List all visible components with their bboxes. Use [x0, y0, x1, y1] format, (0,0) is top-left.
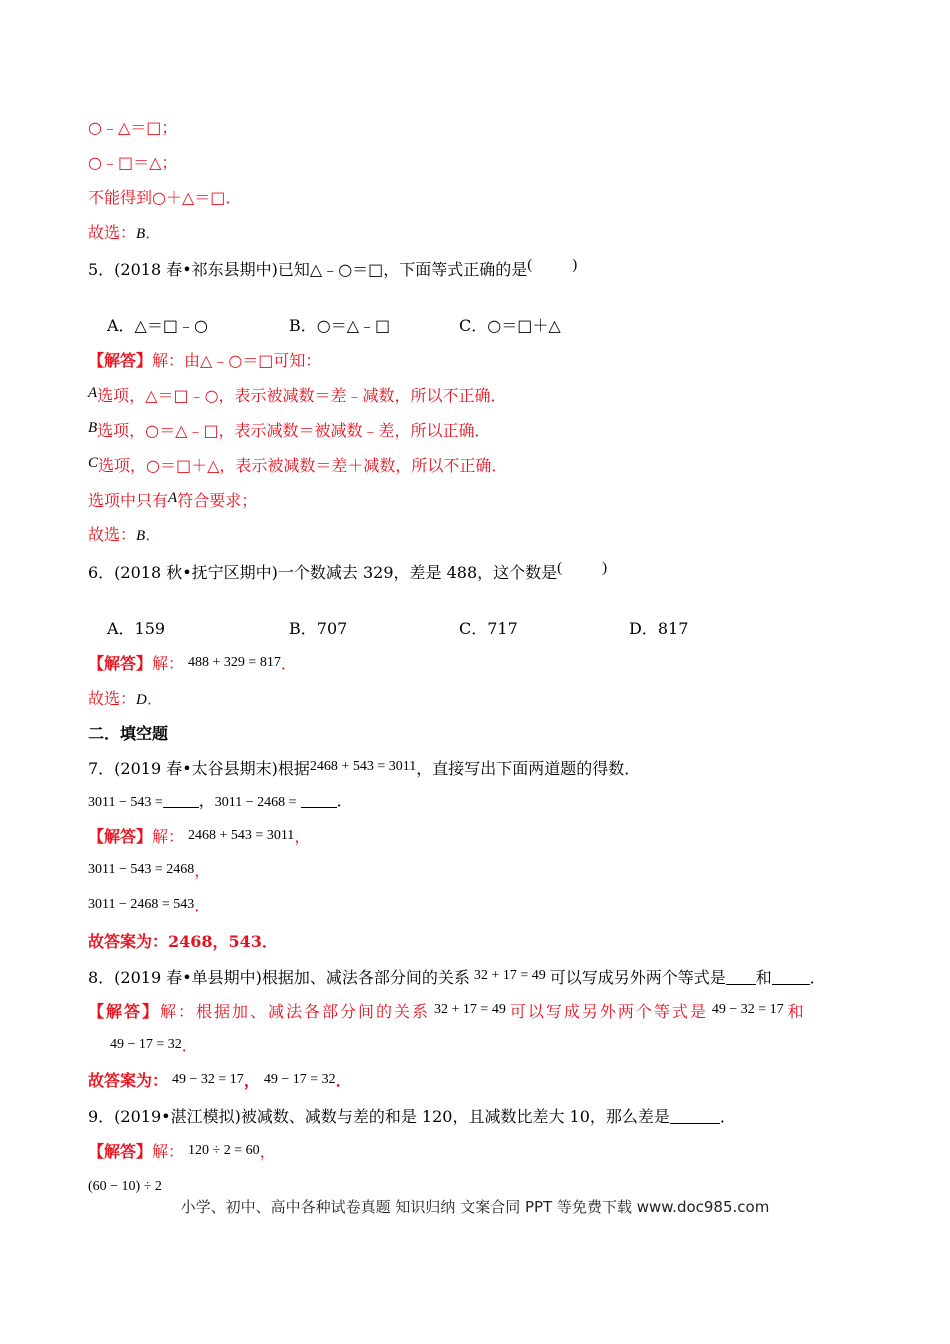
question-5-stem: [88, 259, 577, 282]
q7-final-answer: 故答案为：2468，543．: [88, 932, 278, 951]
text: ，: [198, 791, 215, 810]
q6-option-d: D．817: [629, 619, 689, 638]
answer-math: 3011 − 2468 = 543: [88, 897, 195, 912]
option-letter: A: [168, 490, 178, 506]
q5-analysis-c: [88, 455, 507, 478]
solution-line-3: 不能得到○＋△＝□．: [88, 188, 242, 207]
answer-parens: ( ): [557, 560, 608, 576]
option-letter: C: [88, 455, 99, 471]
text: 可以写成另外两个等式是: [509, 1002, 708, 1021]
choice-letter: B: [136, 226, 146, 242]
analysis-text: 选项，△＝□﹣○，表示被减数＝差﹣减数，所以不正确．: [97, 386, 507, 405]
answer-math: (60 − 10) ÷ 2: [88, 1179, 162, 1194]
q6-option-a: A．159: [107, 619, 166, 638]
q9-answer-line-2: [88, 1174, 162, 1198]
q5-option-a: A．△＝□﹣○: [107, 316, 208, 335]
answer-intro-text: 解：: [152, 1142, 185, 1161]
text: ，: [243, 1071, 260, 1090]
text: 可以写成另外两个等式是: [549, 968, 726, 987]
text: 解：根据加、减法各部分间的关系: [160, 1002, 431, 1021]
question-6-stem: [88, 562, 607, 585]
text: ．: [336, 791, 353, 810]
q5-option-c: C．○＝□＋△: [459, 316, 561, 335]
choice-label: 故选：: [88, 223, 137, 242]
question-7-blanks: [88, 790, 353, 814]
text: 选项中只有: [88, 491, 169, 510]
blank-2: [772, 968, 810, 985]
answer-intro-text: 解：: [152, 654, 185, 673]
q5-analysis-b: [88, 420, 491, 443]
text: ．: [335, 1071, 352, 1090]
answer-intro-text: 解：由△﹣○＝□可知：: [152, 351, 322, 370]
stem-math: 2468 + 543 = 3011: [309, 759, 417, 774]
text: 符合要求；: [177, 491, 258, 510]
answer-parens: ( ): [527, 257, 578, 273]
solution-line-2: ○﹣□＝△；: [88, 153, 178, 172]
q8-answer-line-2: [110, 1035, 198, 1059]
text: ．: [809, 968, 826, 987]
text: ．: [719, 1107, 736, 1126]
question-9-stem: [88, 1106, 736, 1128]
answer-tag: 【解答】: [88, 827, 153, 846]
text: ，: [294, 827, 311, 846]
q6-option-c: C．717: [459, 619, 518, 638]
answer-tag: 【解答】: [88, 351, 153, 370]
text: ．: [181, 1036, 198, 1055]
question-6-text: 6．(2018 秋•抚宁区期中)一个数减去 329，差是 488，这个数是: [88, 563, 558, 582]
option-letter: A: [88, 385, 98, 401]
text: ．: [194, 896, 211, 915]
footer-banner: 小学、初中、高中各种试卷真题 知识归纳 文案合同 PPT 等免费下载 www.doc985.com: [180, 1198, 770, 1216]
blank-1: [163, 791, 199, 808]
q5-analysis-a: [88, 385, 507, 408]
choice-label: 故选：: [88, 689, 137, 708]
answer-math: 32 + 17 = 49: [434, 1002, 506, 1017]
text: ，: [194, 861, 211, 880]
answer-math: 49 − 17 = 32: [110, 1037, 182, 1052]
q6-choice: [88, 688, 163, 711]
answer-end: ．: [280, 654, 297, 673]
answer-intro-text: 解：: [152, 827, 185, 846]
text: 和: [787, 1002, 806, 1021]
q5-answer-intro: [88, 350, 321, 372]
answer-math: 120 ÷ 2 = 60: [188, 1143, 260, 1158]
text: 和: [755, 968, 772, 987]
question-5-text: 5．(2018 春•祁东县期中)已知△﹣○＝□，下面等式正确的是: [88, 260, 528, 279]
q7-answer: [88, 826, 310, 850]
q9-answer: [88, 1141, 276, 1165]
choice-line-q4: [88, 222, 161, 245]
q5-only-option: [88, 490, 257, 513]
answer-tag: 【解答】: [88, 654, 153, 673]
q7-answer-line-2: [88, 860, 210, 884]
stem-math: 32 + 17 = 49: [473, 968, 546, 983]
choice-label: 故选：: [88, 525, 137, 544]
blank-1: [726, 968, 756, 985]
q5-option-b: B．○＝△﹣□: [289, 316, 391, 335]
choice-end: ．: [145, 525, 162, 544]
text: ，: [259, 1142, 276, 1161]
analysis-text: 选项，○＝△﹣□，表示减数＝被减数﹣差，所以正确．: [97, 421, 491, 440]
blank-2: [301, 791, 337, 808]
answer-tag: 【解答】: [88, 1002, 161, 1021]
choice-end: ．: [146, 689, 163, 708]
text: 7．(2019 春•太谷县期末)根据: [88, 759, 310, 778]
blank-1-math: 3011 − 543 =: [88, 795, 163, 810]
q6-option-b: B．707: [289, 619, 348, 638]
choice-letter: D: [136, 692, 147, 708]
section-heading: 二．填空题: [88, 724, 169, 743]
q5-choice: [88, 524, 161, 547]
answer-math: 3011 − 543 = 2468: [88, 862, 195, 877]
q7-answer-line-3: [88, 895, 210, 919]
q8-answer: [88, 1001, 806, 1025]
choice-letter: B: [136, 528, 146, 544]
text: ，直接写出下面两道题的得数．: [416, 759, 641, 778]
answer-math: 49 − 17 = 32: [263, 1072, 336, 1087]
answer-math: 488 + 329 = 817: [188, 655, 281, 670]
text: 9．(2019•湛江模拟)被减数、减数与差的和是 120，且减数比差大 10，那么差是: [88, 1107, 670, 1126]
answer-math: 49 − 32 = 17: [711, 1002, 784, 1017]
answer-math: 2468 + 543 = 3011: [188, 828, 295, 843]
question-8-stem: [88, 967, 826, 991]
text: 8．(2019 春•单县期中)根据加、减法各部分间的关系: [88, 968, 470, 987]
q6-answer: [88, 653, 297, 677]
answer-math: 49 − 32 = 17: [172, 1072, 244, 1087]
answer-tag: 【解答】: [88, 1142, 153, 1161]
option-letter: B: [88, 420, 98, 436]
analysis-text: 选项，○＝□＋△，表示被减数＝差＋减数，所以不正确．: [98, 456, 508, 475]
q8-final-answer: [88, 1070, 352, 1094]
text: 故答案为：: [88, 1071, 169, 1090]
blank-1: [670, 1107, 720, 1124]
choice-end: ．: [145, 223, 162, 242]
question-7-stem: [88, 758, 640, 782]
blank-2-math: 3011 − 2468 =: [214, 795, 297, 810]
solution-line-1: ○﹣△＝□；: [88, 118, 178, 137]
